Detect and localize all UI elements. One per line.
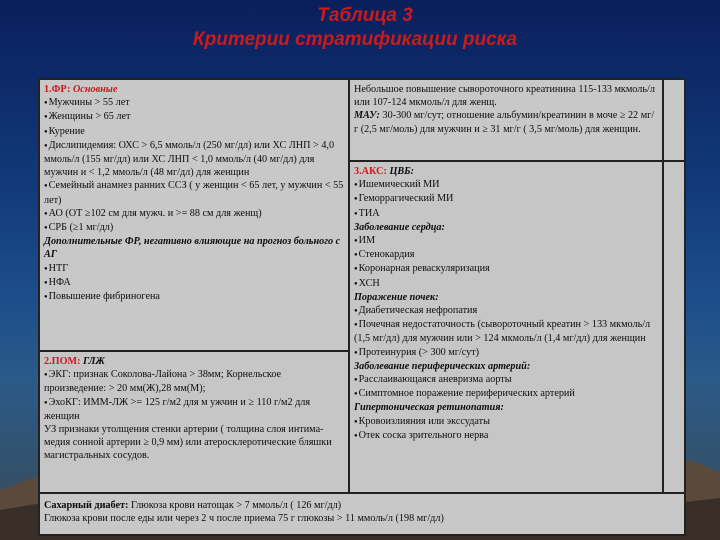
list-item: ● АО (ОТ ≥102 см для мужч. и >= 88 см для женщ) <box>44 207 344 221</box>
list-item: ● НТГ <box>44 262 344 276</box>
table-number: Таблица 3 <box>317 5 413 26</box>
list-item: ● Расслаивающаяся аневризма аорты <box>354 373 658 387</box>
creatinine-text: Небольшое повышение сывороточного креатинина 115-133 мкмоль/л или 107-124 мкмоль/л для женщ. <box>354 84 655 109</box>
ultrasound-text: УЗ признаки утолщения стенки артерии ( толщина слоя интима-медия сонной артерии ≥ 0,9 мм) или атеросклеротические бляшки магистральных сосудов. <box>44 424 332 462</box>
target-organ-heading <box>44 355 344 368</box>
diabetes-cell <box>39 493 685 535</box>
page-title: Критерии стратификации риска <box>192 29 518 50</box>
heading-number: 2.ПОМ: <box>44 356 84 367</box>
list-item: ● Протеинурия (> 300 мг/сут) <box>354 346 658 360</box>
kidney-markers-cell <box>349 79 663 161</box>
list-item: ● ХСН <box>354 277 658 291</box>
empty-column-cell <box>663 79 685 161</box>
risk-factors-cell <box>39 79 349 351</box>
heading-number: 3.АКС: <box>354 166 390 177</box>
list-item: ● НФА <box>44 276 344 290</box>
kidney-heading: Поражение почек: <box>354 291 439 303</box>
heading-label: ЦВБ: <box>389 166 415 177</box>
list-item: ● Повышение фибриногена <box>44 290 344 304</box>
list-item: ● ЭКГ: признак Соколова-Лайона > 38мм; Корнельское произведение: > 20 мм(Ж),28 мм(М); <box>44 368 344 395</box>
heart-heading: Заболевание сердца: <box>354 221 445 233</box>
list-item: ● Отек соска зрительного нерва <box>354 429 658 443</box>
diabetes-line1 <box>44 499 680 512</box>
diabetes-label: Сахарный диабет: <box>44 500 129 511</box>
target-organ-cell <box>39 351 349 493</box>
list-item: ● Курение <box>44 125 344 139</box>
risk-table <box>38 78 686 536</box>
list-item: ● Женщины > 65 лет <box>44 110 344 124</box>
list-item: ● Ишемический МИ <box>354 178 658 192</box>
heading-label: Основные <box>72 84 118 95</box>
list-item: ● ИМ <box>354 234 658 248</box>
list-item: ● Дислипидемия: ОХС > 6,5 ммоль/л (250 мг/дл) или ХС ЛНП > 4,0 ммоль/л (155 мг/дл) или ХС ЛНП < 1,0 ммоль/л (40 мг/дл) для мужчин и < 1,2 ммоль/л (48 мг/дл) для женщин <box>44 139 344 180</box>
list-item: ● Геморрагический МИ <box>354 192 658 206</box>
heading-number: 1.ФР: <box>44 84 73 95</box>
diabetes-fasting: Глюкоза крови натощак > 7 ммоль/л ( 126 мг/дл) <box>128 500 342 511</box>
associated-conditions-cell <box>349 161 663 493</box>
list-item: ● ЭхоКГ: ИММ-ЛЖ >= 125 г/м2 для м ужчин и ≥ 110 г/м2 для женщин <box>44 396 344 423</box>
title-block <box>0 4 720 52</box>
list-item: ● Кровоизлияния или экссудаты <box>354 415 658 429</box>
mau-text <box>354 109 658 135</box>
extra-factors-heading: Дополнительные ФР, негативно влияющие на прогноз больного с АГ <box>44 236 341 261</box>
list-item: ● Мужчины > 55 лет <box>44 96 344 110</box>
heading-label: ГЛЖ <box>83 356 105 367</box>
list-item: ● СРБ (≥1 мг/дл) <box>44 221 344 235</box>
list-item: ● Диабетическая нефропатия <box>354 304 658 318</box>
artery-heading: Заболевание периферических артерий: <box>354 360 531 372</box>
list-item: ● Стенокардия <box>354 248 658 262</box>
list-item: ● Коронарная реваскуляризация <box>354 262 658 276</box>
diabetes-line2: Глюкоза крови после еды или через 2 ч после приема 75 г глюкозы > 11 ммоль/л (198 мг/дл) <box>44 513 444 525</box>
mau-value: 30-300 мг/сут; отношение альбумин/креатинин в моче ≥ 22 мг/г (2,5 мг/моль) для мужчин и ≥ 31 мг/г ( 3,5 мг/моль) для женщин. <box>354 110 655 135</box>
list-item: ● ТИА <box>354 207 658 221</box>
list-item: ● Симптомное поражение периферических артерий <box>354 387 658 401</box>
acs-heading <box>354 165 658 178</box>
list-item: ● Семейный анамнез ранних ССЗ ( у женщин < 65 лет, у мужчин < 55 лет) <box>44 179 344 206</box>
risk-factors-heading <box>44 83 344 96</box>
mau-label: МАУ: <box>354 110 380 122</box>
list-item: ● Почечная недостаточность (сывороточный креатин > 133 мкмоль/л (1,5 мг/дл) для мужчин или > 124 мкмоль/л (1,4 мг/дл) для женщин <box>354 318 658 345</box>
empty-column-cell <box>663 161 685 493</box>
retina-heading: Гипертоническая ретинопатия: <box>354 402 504 414</box>
